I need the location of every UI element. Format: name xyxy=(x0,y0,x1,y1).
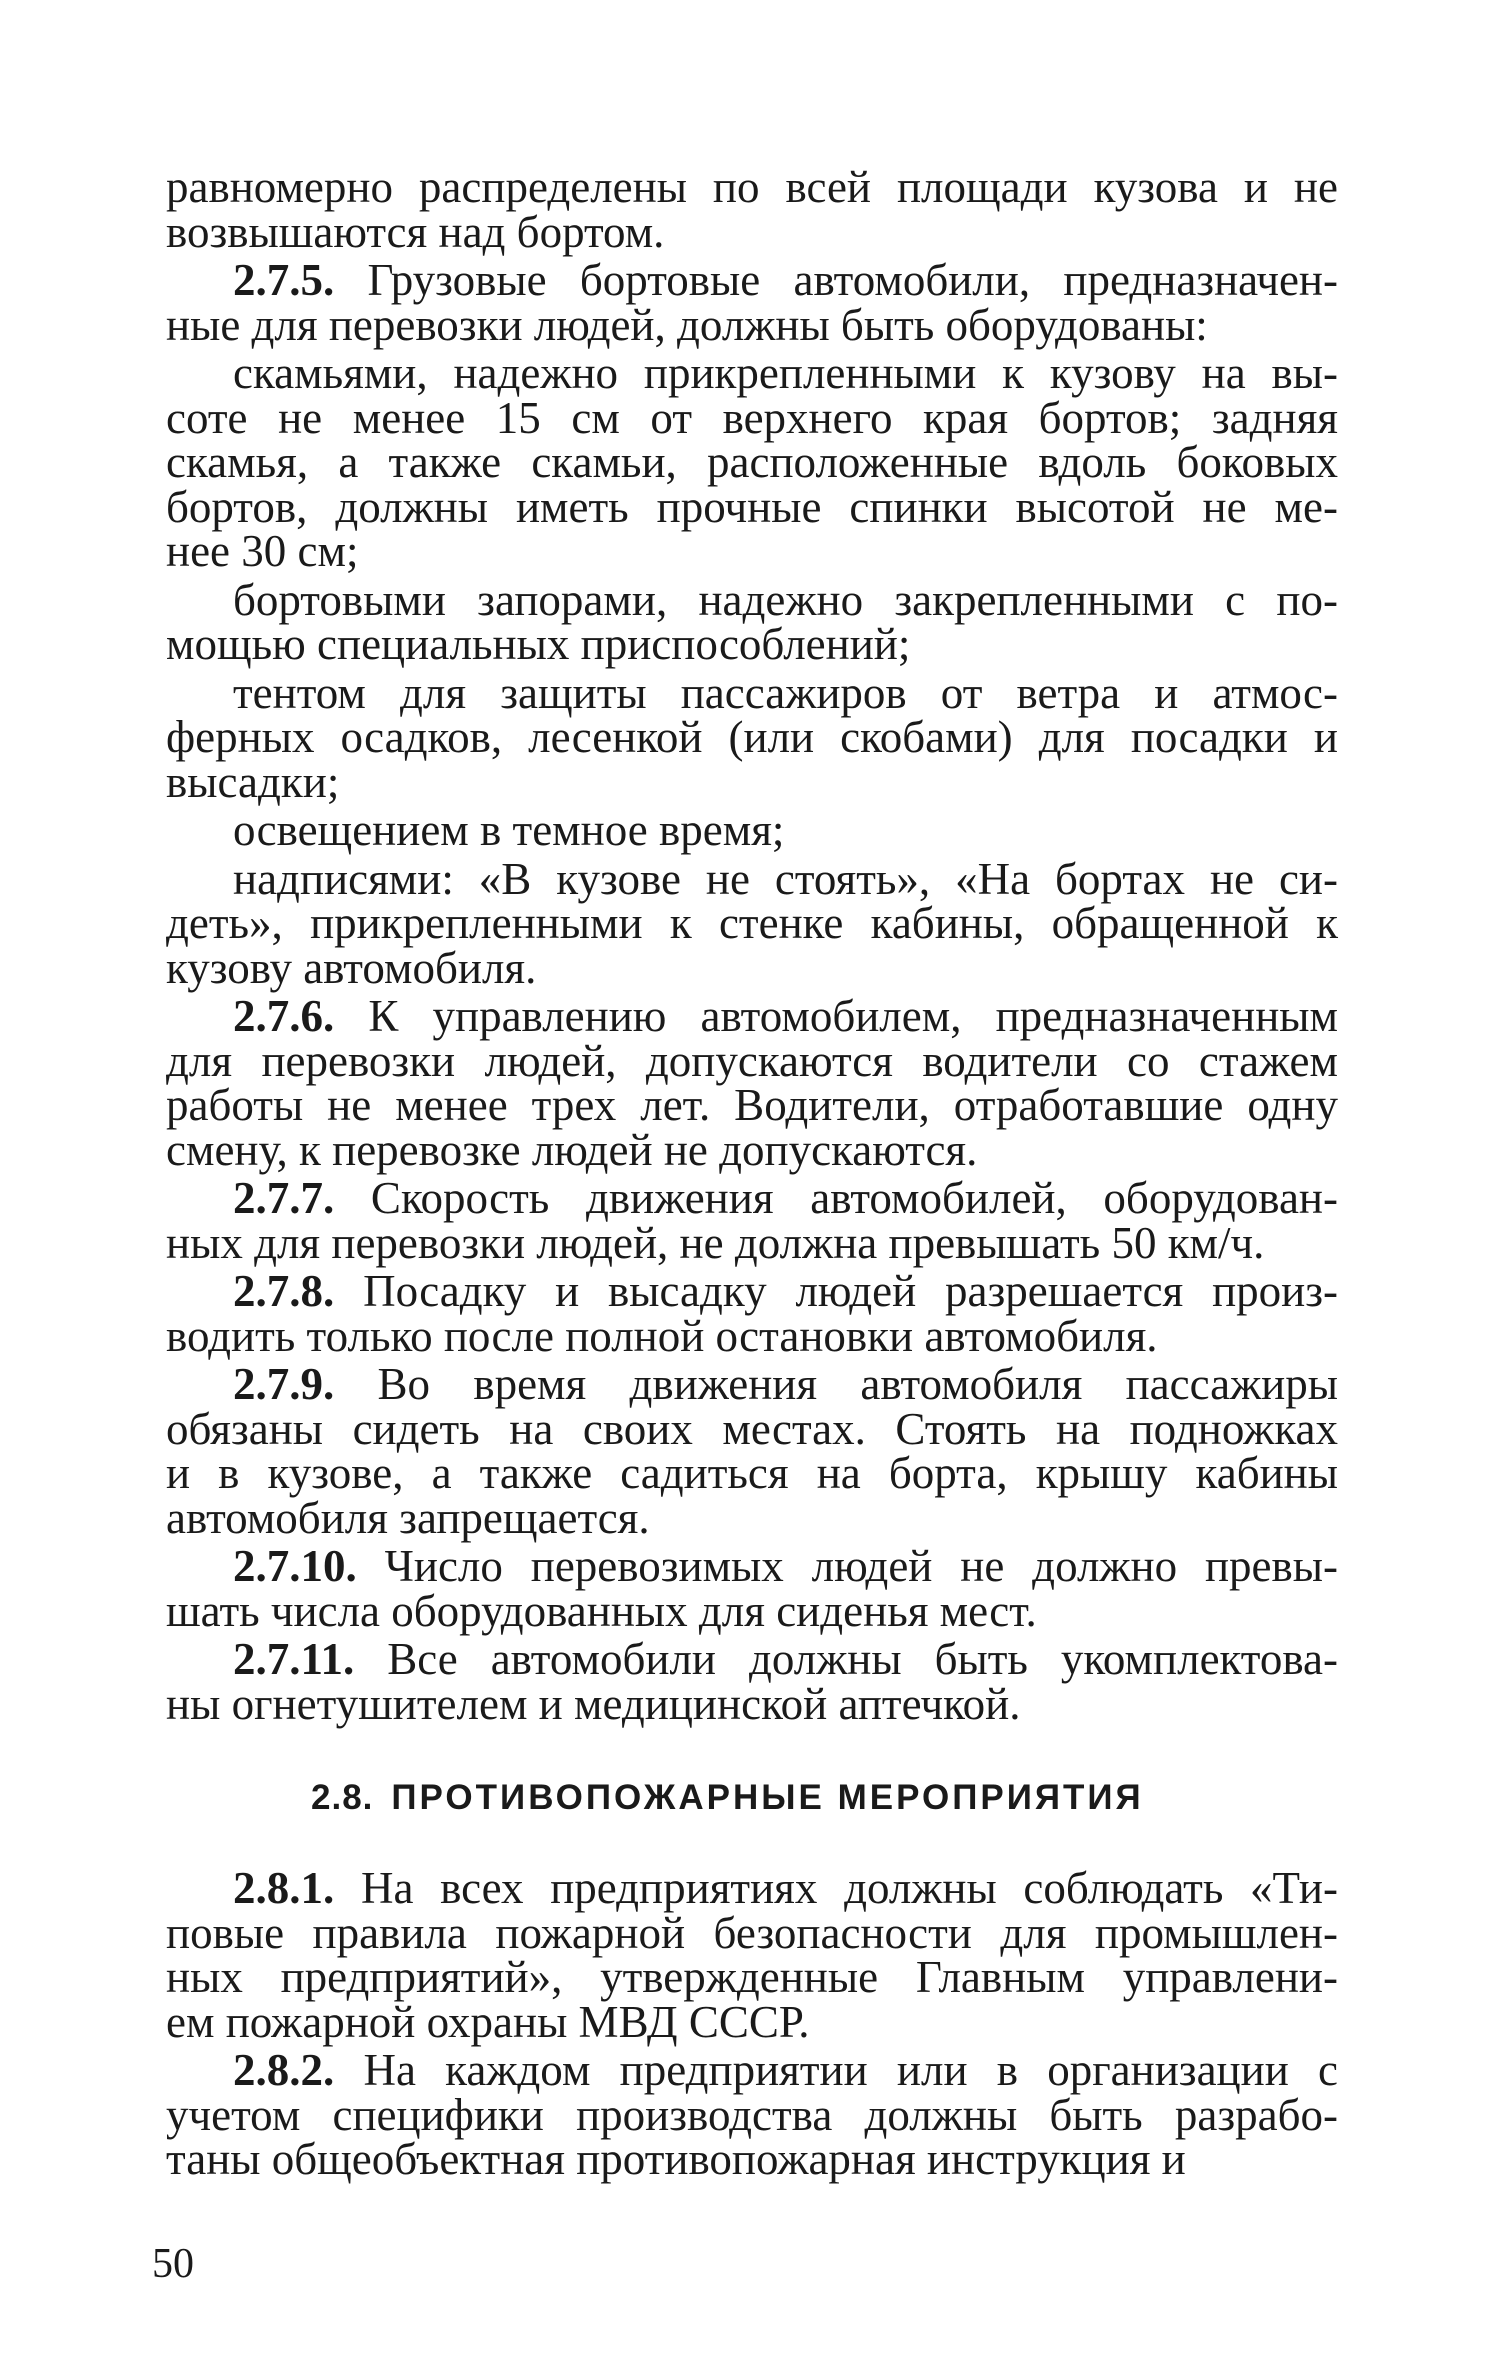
paragraph xyxy=(166,162,1338,257)
text-line xyxy=(166,255,1338,305)
paragraph xyxy=(166,348,1338,576)
text-line xyxy=(166,162,1338,212)
text-line xyxy=(166,1217,1338,1268)
line-text: деть», прикрепленными к стенке кабины, обращенной к xyxy=(166,898,1338,948)
text-line xyxy=(166,805,1338,855)
line-text: бортов, должны иметь прочные спинки высотой не ме- xyxy=(166,481,1338,532)
line-text: надписями: «В кузове не стоять», «На бортах не си- xyxy=(233,853,1338,904)
line-text: водить только после полной остановки автомобиля. xyxy=(166,1310,1158,1361)
text-line xyxy=(166,1448,1338,1498)
line-text: обязаны сидеть на своих местах. Стоять на подножках xyxy=(166,1403,1338,1454)
line-text: ферных осадков, лесенкой (или скобами) для посадки и xyxy=(166,712,1338,762)
text-line xyxy=(166,1403,1338,1454)
text-line xyxy=(166,299,1338,350)
line-text: ны огнетушителем и медицинской аптечкой. xyxy=(166,1678,1021,1729)
paragraph xyxy=(166,991,1338,1175)
line-text: для перевозки людей, допускаются водители со стажем xyxy=(166,1035,1338,1086)
page-number: 50 xyxy=(152,2241,194,2287)
text-line xyxy=(166,574,1338,625)
paragraph xyxy=(166,255,1338,350)
line-text: Во время движения автомобиля пассажиры xyxy=(334,1359,1338,1409)
clause-number: 2.8.2. xyxy=(233,2045,335,2095)
line-text: таны общеобъектная противопожарная инструкция и xyxy=(166,2134,1186,2184)
line-text: Число перевозимых людей не должно превы- xyxy=(356,1541,1338,1591)
text-line xyxy=(166,392,1338,443)
clause-number: 2.7.8. xyxy=(233,1266,335,1316)
line-text: равномерно распределены по всей площади кузова и не xyxy=(166,162,1338,212)
text-line xyxy=(166,1266,1338,1316)
text-line xyxy=(166,712,1338,762)
section-heading xyxy=(311,1778,1338,1818)
line-text: Грузовые бортовые автомобили, предназначен- xyxy=(334,255,1338,305)
text-line xyxy=(166,853,1338,904)
clause-number: 2.7.9. xyxy=(233,1359,335,1409)
text-line xyxy=(166,206,1338,257)
line-text: ные для перевозки людей, должны быть оборудованы: xyxy=(166,299,1208,350)
text-line xyxy=(166,619,1338,669)
text-line xyxy=(166,898,1338,948)
line-text: автомобиля запрещается. xyxy=(166,1492,650,1543)
line-text: и в кузове, а также садиться на борта, крышу кабины xyxy=(166,1448,1338,1498)
line-text: высадки; xyxy=(166,756,340,807)
line-text: ем пожарной охраны МВД СССР. xyxy=(166,1996,810,2047)
text-line xyxy=(166,1952,1338,2002)
text-line xyxy=(166,1359,1338,1409)
section-title-text: ПРОТИВОПОЖАРНЫЕ МЕРОПРИЯТИЯ xyxy=(391,1778,1144,1817)
line-text: К управлению автомобилем, предназначенным xyxy=(334,991,1338,1041)
page-body xyxy=(166,162,1338,2186)
text-line xyxy=(166,1492,1338,1543)
paragraph xyxy=(166,1266,1338,1361)
line-text: нее 30 см; xyxy=(166,526,359,576)
line-text: тентом для защиты пассажиров от ветра и атмос- xyxy=(233,667,1338,718)
line-text: повые правила пожарной безопасности для промышлен- xyxy=(166,1907,1338,1958)
text-line xyxy=(166,991,1338,1041)
text-line xyxy=(166,1863,1338,1913)
paragraph xyxy=(166,1173,1338,1268)
line-text: скамьями, надежно прикрепленными к кузову на вы- xyxy=(233,348,1338,398)
line-text: На всех предприятиях должны соблюдать «Ти- xyxy=(334,1863,1338,1913)
paragraph xyxy=(166,667,1338,807)
clause-number: 2.7.6. xyxy=(233,991,335,1041)
paragraph xyxy=(166,1541,1338,1636)
line-text: смену, к перевозке людей не допускаются. xyxy=(166,1124,978,1175)
paragraph xyxy=(166,1863,1338,2047)
line-text: мощью специальных приспособлений; xyxy=(166,619,911,669)
line-text: На каждом предприятии или в организации с xyxy=(334,2045,1338,2095)
text-line xyxy=(166,2045,1338,2095)
line-text: Все автомобили должны быть укомплектова- xyxy=(354,1634,1338,1684)
paragraph xyxy=(166,1359,1338,1543)
text-line xyxy=(166,526,1338,576)
line-text: учетом специфики производства должны быть разрабо- xyxy=(166,2089,1338,2140)
text-line xyxy=(166,437,1338,487)
text-line xyxy=(166,1310,1338,1361)
line-text: шать числа оборудованных для сиденья мест. xyxy=(166,1585,1037,1636)
line-text: возвышаются над бортом. xyxy=(166,206,665,257)
line-text: работы не менее трех лет. Водители, отработавшие одну xyxy=(166,1080,1338,1130)
text-block-fire-safety xyxy=(166,1863,1338,2184)
text-line xyxy=(166,348,1338,398)
clause-number: 2.8.1. xyxy=(233,1863,335,1913)
text-line xyxy=(166,1124,1338,1175)
text-line xyxy=(166,667,1338,718)
text-line xyxy=(166,1907,1338,1958)
clause-number: 2.7.5. xyxy=(233,255,335,305)
text-line xyxy=(166,1080,1338,1130)
paragraph xyxy=(166,1634,1338,1729)
text-line xyxy=(166,1035,1338,1086)
line-text: соте не менее 15 см от верхнего края бортов; задняя xyxy=(166,392,1338,443)
text-line xyxy=(166,1678,1338,1729)
text-line xyxy=(166,1634,1338,1684)
line-text: Скорость движения автомобилей, оборудован- xyxy=(334,1173,1338,1223)
line-text: Посадку и высадку людей разрешается произ- xyxy=(334,1266,1338,1316)
paragraph xyxy=(166,2045,1338,2184)
paragraph xyxy=(166,853,1338,993)
clause-number: 2.7.10. xyxy=(233,1541,357,1591)
text-line xyxy=(166,1585,1338,1636)
text-line xyxy=(166,1541,1338,1591)
line-text: кузову автомобиля. xyxy=(166,942,537,993)
line-text: ных для перевозки людей, не должна превышать 50 км/ч. xyxy=(166,1217,1265,1268)
text-line xyxy=(166,756,1338,807)
paragraph xyxy=(166,805,1338,855)
line-text: освещением в темное время; xyxy=(233,805,785,855)
text-line xyxy=(166,1996,1338,2047)
line-text: бортовыми запорами, надежно закрепленными с по- xyxy=(233,574,1338,625)
text-line xyxy=(166,2089,1338,2140)
clause-number: 2.7.11. xyxy=(233,1634,355,1684)
section-number: 2.8. xyxy=(311,1778,374,1817)
text-line xyxy=(166,481,1338,532)
paragraph xyxy=(166,574,1338,669)
clause-number: 2.7.7. xyxy=(233,1173,335,1223)
text-line xyxy=(166,2134,1338,2184)
text-block-transport xyxy=(166,162,1338,1729)
text-line xyxy=(166,1173,1338,1223)
line-text: ных предприятий», утвержденные Главным управлени- xyxy=(166,1952,1338,2002)
text-line xyxy=(166,942,1338,993)
line-text: скамья, а также скамьи, расположенные вдоль боковых xyxy=(166,437,1338,487)
